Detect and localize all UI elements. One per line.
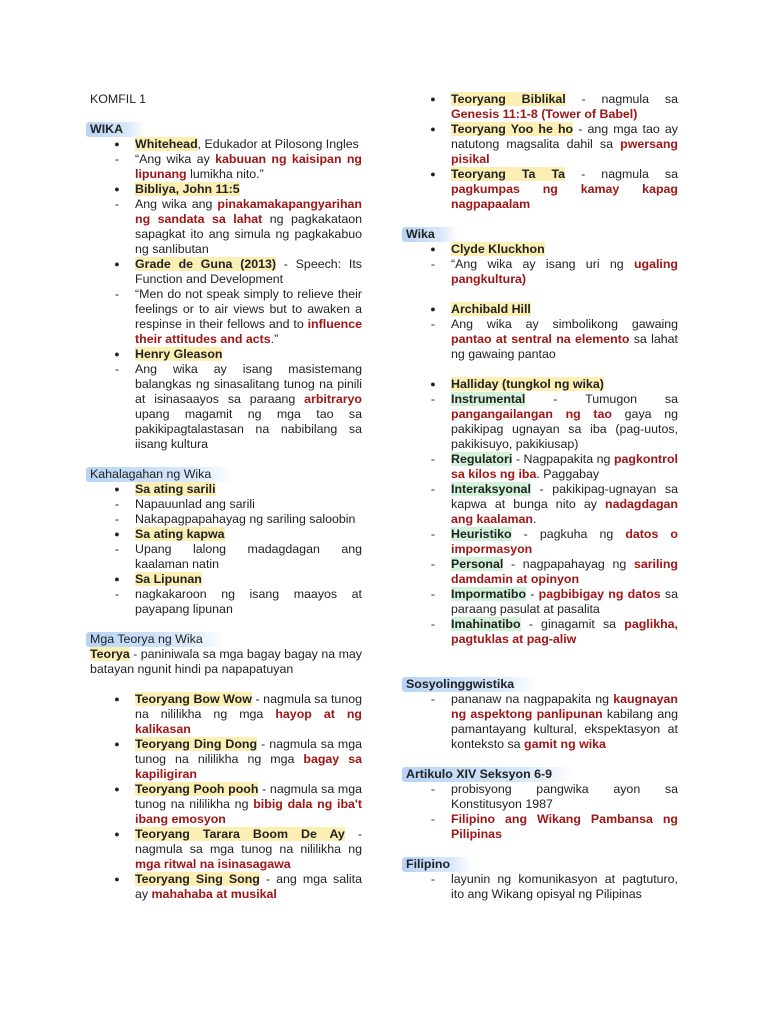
- body-emphasis: pangangailangan ng tao: [451, 407, 612, 421]
- quote-emphasis: influence their attitudes and acts: [135, 317, 362, 346]
- page-title: KOMFIL 1: [90, 92, 146, 106]
- dash-icon: -: [114, 362, 120, 376]
- dash-icon: -: [430, 557, 436, 571]
- kapwa-point: [90, 542, 362, 572]
- bullet-icon: ●: [430, 94, 436, 104]
- function-name: Heuristiko: [451, 527, 512, 541]
- whitehead-name: Whitehead: [135, 137, 198, 151]
- body-emphasis: bibig dala ng iba't ibang emosyon: [135, 797, 362, 826]
- dash-icon: -: [430, 617, 436, 631]
- filipino-point: [406, 872, 678, 902]
- quote-emphasis: kabuuan ng kaisipan ng lipunang: [135, 152, 363, 181]
- hill-text: [406, 317, 678, 362]
- body-text: - nagmula sa: [565, 92, 678, 106]
- body-emphasis: arbitraryo: [304, 392, 362, 406]
- dash-icon: -: [430, 392, 436, 406]
- body-emphasis: hayop at ng kalikasan: [135, 707, 363, 736]
- theory-name: Teoryang Ding Dong: [135, 737, 258, 751]
- bullet-icon: ●: [114, 349, 120, 359]
- wika-heading-2: Wika: [402, 227, 457, 242]
- teorya-definition: [90, 647, 362, 677]
- theory-item: [406, 92, 678, 122]
- function-item: [406, 452, 678, 482]
- theory-item: [406, 122, 678, 167]
- body-text: - ginagamit sa: [520, 617, 625, 631]
- halliday-name: Halliday (tungkol ng wika): [451, 377, 604, 391]
- sosyo-text: [406, 692, 678, 752]
- sarili-point: [90, 497, 362, 512]
- dash-icon: -: [114, 512, 120, 526]
- teorya-heading: Mga Teorya ng Wika: [86, 632, 225, 647]
- theory-name: Teoryang Ta Ta: [451, 167, 566, 181]
- dash-icon: -: [430, 527, 436, 541]
- dash-icon: -: [114, 152, 120, 166]
- function-item: [406, 587, 678, 617]
- bibliya-name: Bibliya, John 11:5: [135, 182, 240, 196]
- body-emphasis: nadagdagan ang kaalaman: [451, 497, 678, 526]
- quote-text: “Ang wika ay isang uri ng: [451, 257, 634, 271]
- function-item: [406, 527, 678, 557]
- theory-name: Teoryang Bow Wow: [135, 692, 252, 706]
- body-text: - nagmula sa mga tunog na nililikha ng: [135, 827, 362, 856]
- sarili-point: [90, 512, 362, 527]
- theory-item: [90, 737, 362, 782]
- lipunan-point: [90, 587, 362, 617]
- bullet-icon: ●: [114, 184, 120, 194]
- bullet-icon: ●: [114, 874, 120, 884]
- bullet-icon: ●: [430, 379, 436, 389]
- dash-icon: -: [430, 782, 436, 796]
- theory-name: Teoryang Tarara Boom De Ay: [135, 827, 345, 841]
- bibliya-text: [90, 197, 362, 257]
- grade-desc: - Speech: Its Function and Development: [135, 257, 362, 286]
- dash-icon: -: [114, 197, 120, 211]
- body-text: ng pagkakataon sapagkat ito ang simula ng pagkakabuo ng sanlibutan: [135, 212, 362, 256]
- bibliya-item: [90, 182, 362, 197]
- sarili-item: [90, 482, 362, 497]
- body-text: pananaw na nagpapakita ng: [451, 692, 614, 706]
- artikulo-heading: Artikulo XIV Seksyon 6-9: [402, 767, 574, 782]
- bullet-icon: ●: [114, 784, 120, 794]
- function-name: Regulatori: [451, 452, 513, 466]
- gleason-name: Henry Gleason: [135, 347, 223, 361]
- gleason-text: [90, 362, 362, 452]
- dash-icon: -: [430, 872, 436, 886]
- bullet-icon: ●: [114, 484, 120, 494]
- sosyo-heading: Sosyolinggwistika: [402, 677, 536, 692]
- body-text: - paniniwala sa mga bagay bagay na may batayan ngunit hindi pa napapatuyan: [90, 647, 362, 676]
- dash-icon: -: [430, 317, 436, 331]
- theory-item: [90, 692, 362, 737]
- function-name: Instrumental: [451, 392, 526, 406]
- kluckhon-item: [406, 242, 678, 257]
- function-name: Imahinatibo: [451, 617, 521, 631]
- dash-icon: -: [430, 812, 436, 826]
- kluckhon-name: Clyde Kluckhon: [451, 242, 545, 256]
- quote-text: lumikha nito.”: [186, 167, 264, 181]
- bullet-icon: ●: [430, 169, 436, 179]
- theory-name: Teoryang Pooh pooh: [135, 782, 259, 796]
- body-text: - pagkuha ng: [511, 527, 626, 541]
- body-emphasis: kaugnayan ng aspektong panlipunan: [451, 692, 678, 721]
- bullet-icon: ●: [114, 574, 120, 584]
- kapwa-item: [90, 527, 362, 542]
- body-emphasis: datos o impormasyon: [451, 527, 678, 556]
- filipino-heading: Filipino: [402, 857, 472, 872]
- kapwa-label: Sa ating kapwa: [135, 527, 225, 541]
- function-item: [406, 557, 678, 587]
- body-emphasis: pinakamakapangyarihan ng sandata sa lahat: [135, 197, 362, 226]
- body-text: - Tumugon sa: [525, 392, 678, 406]
- body-emphasis: pwersang pisikal: [451, 137, 678, 166]
- bullet-icon: ●: [430, 244, 436, 254]
- body-emphasis: sariling damdamin at opinyon: [451, 557, 678, 586]
- kahalagahan-heading: Kahalagahan ng Wika: [86, 467, 233, 482]
- body-text: - nagmula sa: [565, 167, 678, 181]
- teorya-term: Teorya: [90, 647, 130, 661]
- sarili-label: Sa ating sarili: [135, 482, 216, 496]
- bullet-icon: ●: [114, 829, 120, 839]
- dash-icon: -: [430, 452, 436, 466]
- function-name: Impormatibo: [451, 587, 527, 601]
- right-column: [406, 92, 678, 902]
- bullet-icon: ●: [430, 124, 436, 134]
- whitehead-desc: , Edukador at Pilosong Ingles: [197, 137, 359, 151]
- dash-icon: -: [114, 542, 120, 556]
- body-text: Ang wika ang: [135, 197, 218, 211]
- body-text: - nagmula sa mga tunog na nililikha ng: [135, 782, 362, 811]
- artikulo-point: [406, 812, 678, 842]
- body-text: -: [526, 587, 539, 601]
- body-text: kabilang ang pamantayang kultural, ekspektasyon at konteksto sa: [451, 707, 678, 751]
- quote-text: “Men do not speak simply to relieve their feelings or to air views but to awaken a respinse in their fellows and to: [135, 287, 362, 331]
- quote-text: .”: [270, 332, 279, 346]
- body-emphasis: pagbibigay ng datos: [538, 587, 661, 601]
- body-emphasis: gamit ng wika: [524, 737, 606, 751]
- body-text: - ang mga tao ay natutong magsalita dahil sa: [451, 122, 678, 151]
- body-text: - nagmula sa tunog na nililikha ng mga: [135, 692, 362, 721]
- bullet-icon: ●: [114, 739, 120, 749]
- wika-heading: WIKA: [86, 122, 145, 137]
- whitehead-quote: [90, 152, 362, 182]
- body-emphasis: mahahaba at musikal: [151, 887, 277, 901]
- body-text: probisyong pangwika ayon sa Konstitusyon 1987: [451, 782, 678, 811]
- lipunan-label: Sa Lipunan: [135, 572, 202, 586]
- theory-item: [90, 872, 362, 902]
- function-name: Interaksyonal: [451, 482, 531, 496]
- hill-name: Archibald Hill: [451, 302, 531, 316]
- theory-item: [90, 827, 362, 872]
- left-column: [90, 92, 362, 902]
- bullet-icon: ●: [114, 139, 120, 149]
- body-emphasis: pagkontrol sa kilos ng iba: [451, 452, 678, 481]
- theory-item: [406, 167, 678, 212]
- body-text: gaya ng pakikipag ugnayan sa iba (pag-uutos, pakikisuyo, pakikiusap): [451, 407, 678, 451]
- body-text: Napauunlad ang sarili: [135, 497, 255, 511]
- body-text: - Nagpapakita ng: [512, 452, 614, 466]
- body-text: - nagmula sa mga tunog na nililikha ng mga: [135, 737, 362, 766]
- whitehead-item: [90, 137, 362, 152]
- body-emphasis: pantao at sentral na elemento: [451, 332, 630, 346]
- body-text: - ang mga salita ay: [135, 872, 362, 901]
- bullet-icon: ●: [114, 259, 120, 269]
- dash-icon: -: [430, 257, 436, 271]
- dash-icon: -: [114, 287, 120, 301]
- body-text: sa paraang pasulat at pasalita: [451, 587, 679, 616]
- body-text: layunin ng komunikasyon at pagtuturo, ito ang Wikang opisyal ng Pilipinas: [451, 872, 678, 901]
- grade-name: Grade de Guna (2013): [135, 257, 277, 271]
- bullet-icon: ●: [430, 304, 436, 314]
- function-item: [406, 617, 678, 647]
- lipunan-item: [90, 572, 362, 587]
- grade-quote: [90, 287, 362, 347]
- body-text: upang magamit ng mga tao sa pakikipagtalastasan na nabibilang sa iisang kultura: [135, 407, 362, 451]
- body-text: Upang lalong madagdagan ang kaalaman natin: [135, 542, 362, 571]
- function-name: Personal: [451, 557, 504, 571]
- theory-name: Teoryang Yoo he ho: [451, 122, 574, 136]
- body-text: - pakikipag-ugnayan sa kapwa at bunga nito ay: [451, 482, 678, 511]
- body-text: - nagpapahayag ng: [503, 557, 634, 571]
- body-emphasis: Genesis 11:1-8 (Tower of Babel): [451, 107, 638, 121]
- body-emphasis: pagkumpas ng kamay kapag nagpapaalam: [451, 182, 678, 211]
- hill-item: [406, 302, 678, 317]
- body-text: .: [532, 512, 537, 526]
- quote-text: “Ang wika ay: [135, 152, 216, 166]
- body-text: sa lahat ng gawaing pantao: [451, 332, 678, 361]
- artikulo-point: [406, 782, 678, 812]
- body-text: nagkakaroon ng isang maayos at payapang lipunan: [135, 587, 362, 616]
- body-emphasis: bagay sa kapiligiran: [135, 752, 362, 781]
- gleason-item: [90, 347, 362, 362]
- function-item: [406, 482, 678, 527]
- dash-icon: -: [430, 692, 436, 706]
- body-emphasis: Filipino ang Wikang Pambansa ng Pilipinas: [451, 812, 678, 841]
- grade-item: [90, 257, 362, 287]
- theory-item: [90, 782, 362, 827]
- theory-name: Teoryang Sing Song: [135, 872, 260, 886]
- body-text: Ang wika ay simbolikong gawaing: [451, 317, 678, 331]
- function-item: [406, 392, 678, 452]
- body-emphasis: paglikha, pagtuklas at pag-aliw: [451, 617, 678, 646]
- body-text: Ang wika ay isang masistemang balangkas ng sinasalitang tunog na pinili at isinasaayos sa paraang: [135, 362, 362, 406]
- dash-icon: -: [114, 587, 120, 601]
- bullet-icon: ●: [114, 694, 120, 704]
- dash-icon: -: [114, 497, 120, 511]
- body-text: . Paggabay: [536, 467, 600, 481]
- body-text: Nakapagpapahayag ng sariling saloobin: [135, 512, 356, 526]
- kluckhon-quote: [406, 257, 678, 287]
- halliday-item: [406, 377, 678, 392]
- dash-icon: -: [430, 587, 436, 601]
- bullet-icon: ●: [114, 529, 120, 539]
- quote-emphasis: ugaling pangkultura): [451, 257, 678, 286]
- theory-name: Teoryang Biblikal: [451, 92, 566, 106]
- body-emphasis: mga ritwal na isinasagawa: [135, 857, 291, 871]
- dash-icon: -: [430, 482, 436, 496]
